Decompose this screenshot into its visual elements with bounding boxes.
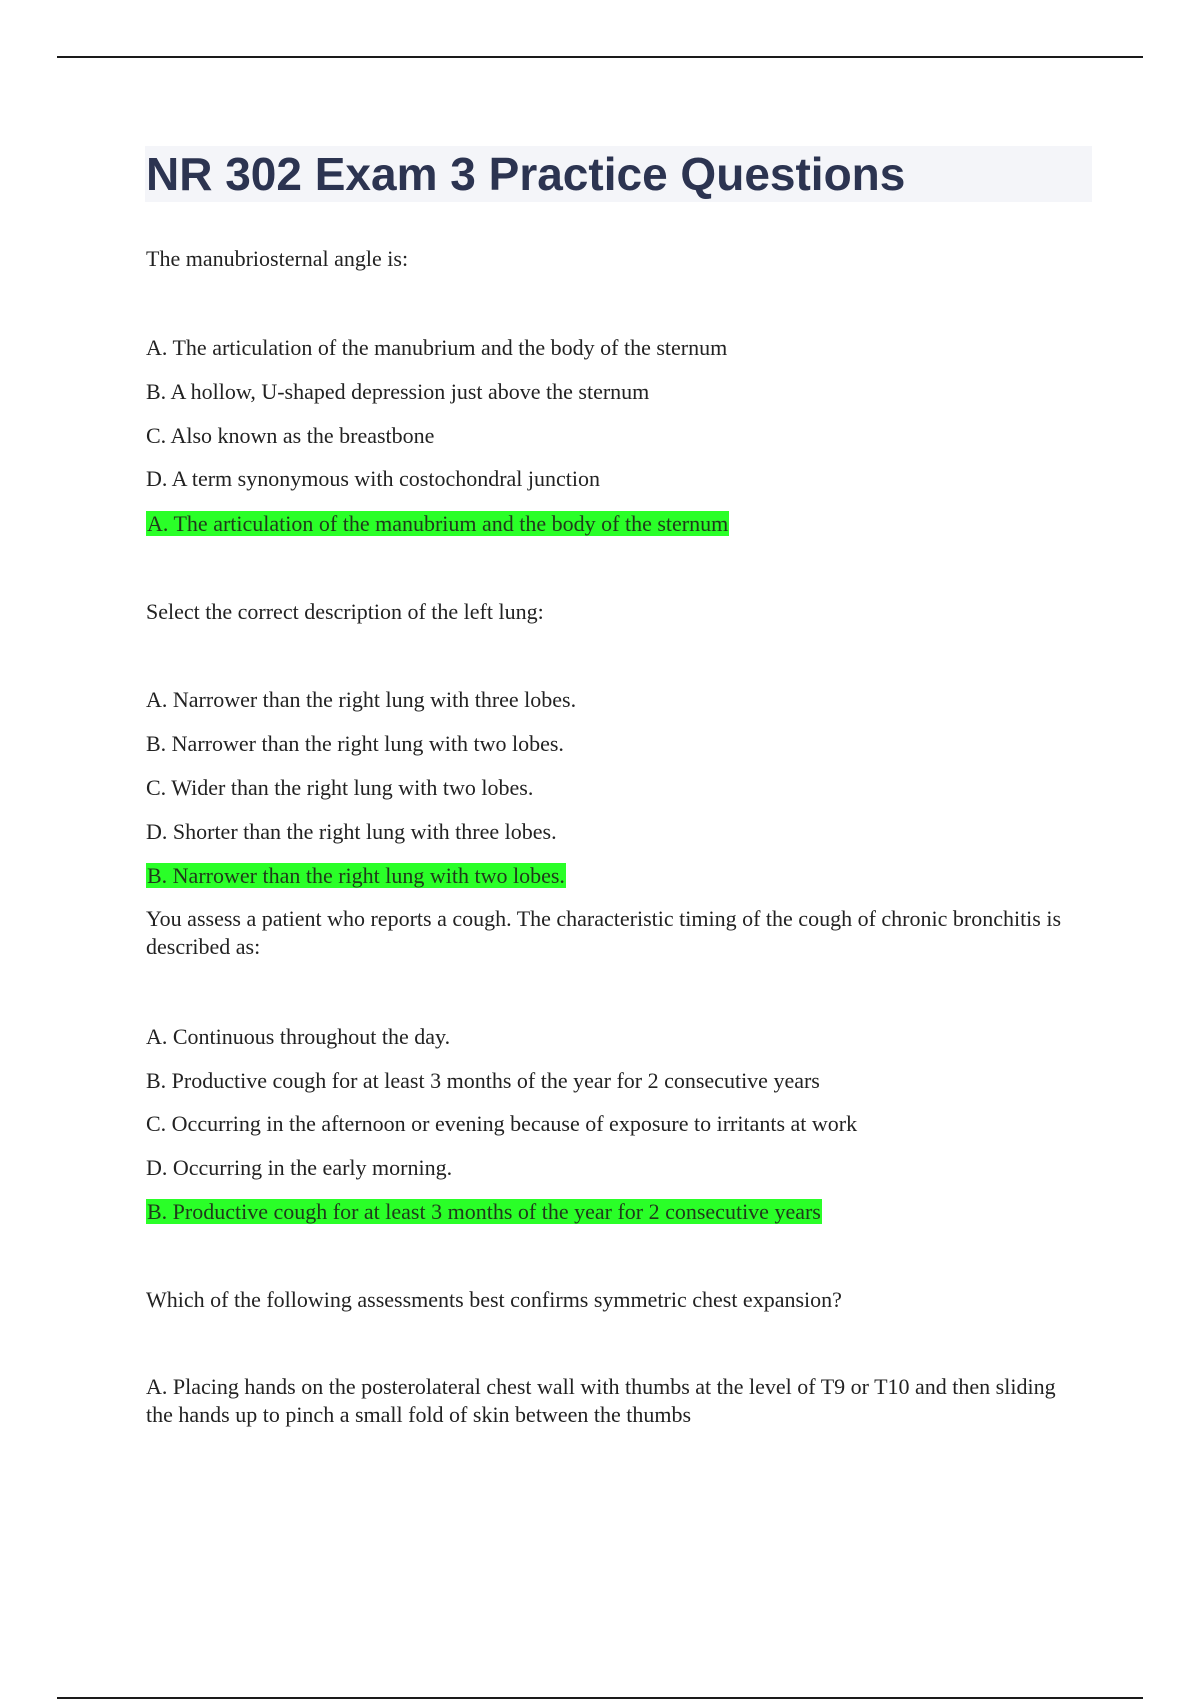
question-2-option-b: B. Narrower than the right lung with two lobes. — [146, 731, 564, 756]
question-3-option-d: D. Occurring in the early morning. — [146, 1155, 453, 1180]
top-rule — [57, 56, 1143, 58]
question-2-option-c: C. Wider than the right lung with two lobes. — [146, 775, 534, 800]
question-4-prompt: Which of the following assessments best confirms symmetric chest expansion? — [146, 1287, 842, 1312]
question-1-prompt: The manubriosternal angle is: — [146, 246, 409, 271]
question-1-option-a: A. The articulation of the manubrium and the body of the sternum — [146, 335, 728, 360]
page-title: NR 302 Exam 3 Practice Questions — [146, 148, 906, 200]
question-1-option-c: C. Also known as the breastbone — [146, 423, 435, 448]
question-2-prompt: Select the correct description of the left lung: — [146, 599, 544, 624]
question-1-option-b: B. A hollow, U-shaped depression just above the sternum — [146, 379, 650, 404]
question-4-option-a: A. Placing hands on the posterolateral chest wall with thumbs at the level of T9 or T10 and then sliding the hands up to pinch a small fold of skin between the thumbs — [146, 1374, 1056, 1427]
question-3-option-c: C. Occurring in the afternoon or evening because of exposure to irritants at work — [146, 1111, 858, 1136]
question-3-option-b: B. Productive cough for at least 3 months of the year for 2 consecutive years — [146, 1068, 820, 1093]
question-3-prompt: You assess a patient who reports a cough. The characteristic timing of the cough of chronic bronchitis is described as: — [146, 906, 1062, 959]
question-2-answer: B. Narrower than the right lung with two lobes. — [147, 863, 565, 888]
question-1-answer: A. The articulation of the manubrium and the body of the sternum — [147, 511, 729, 536]
bottom-rule — [57, 1697, 1143, 1699]
question-2-option-d: D. Shorter than the right lung with three lobes. — [146, 819, 557, 844]
question-1-option-d: D. A term synonymous with costochondral junction — [146, 466, 601, 491]
question-3-option-a: A. Continuous throughout the day. — [146, 1024, 451, 1049]
question-3-answer: B. Productive cough for at least 3 months of the year for 2 consecutive years — [147, 1199, 821, 1224]
question-2-option-a: A. Narrower than the right lung with three lobes. — [146, 687, 577, 712]
